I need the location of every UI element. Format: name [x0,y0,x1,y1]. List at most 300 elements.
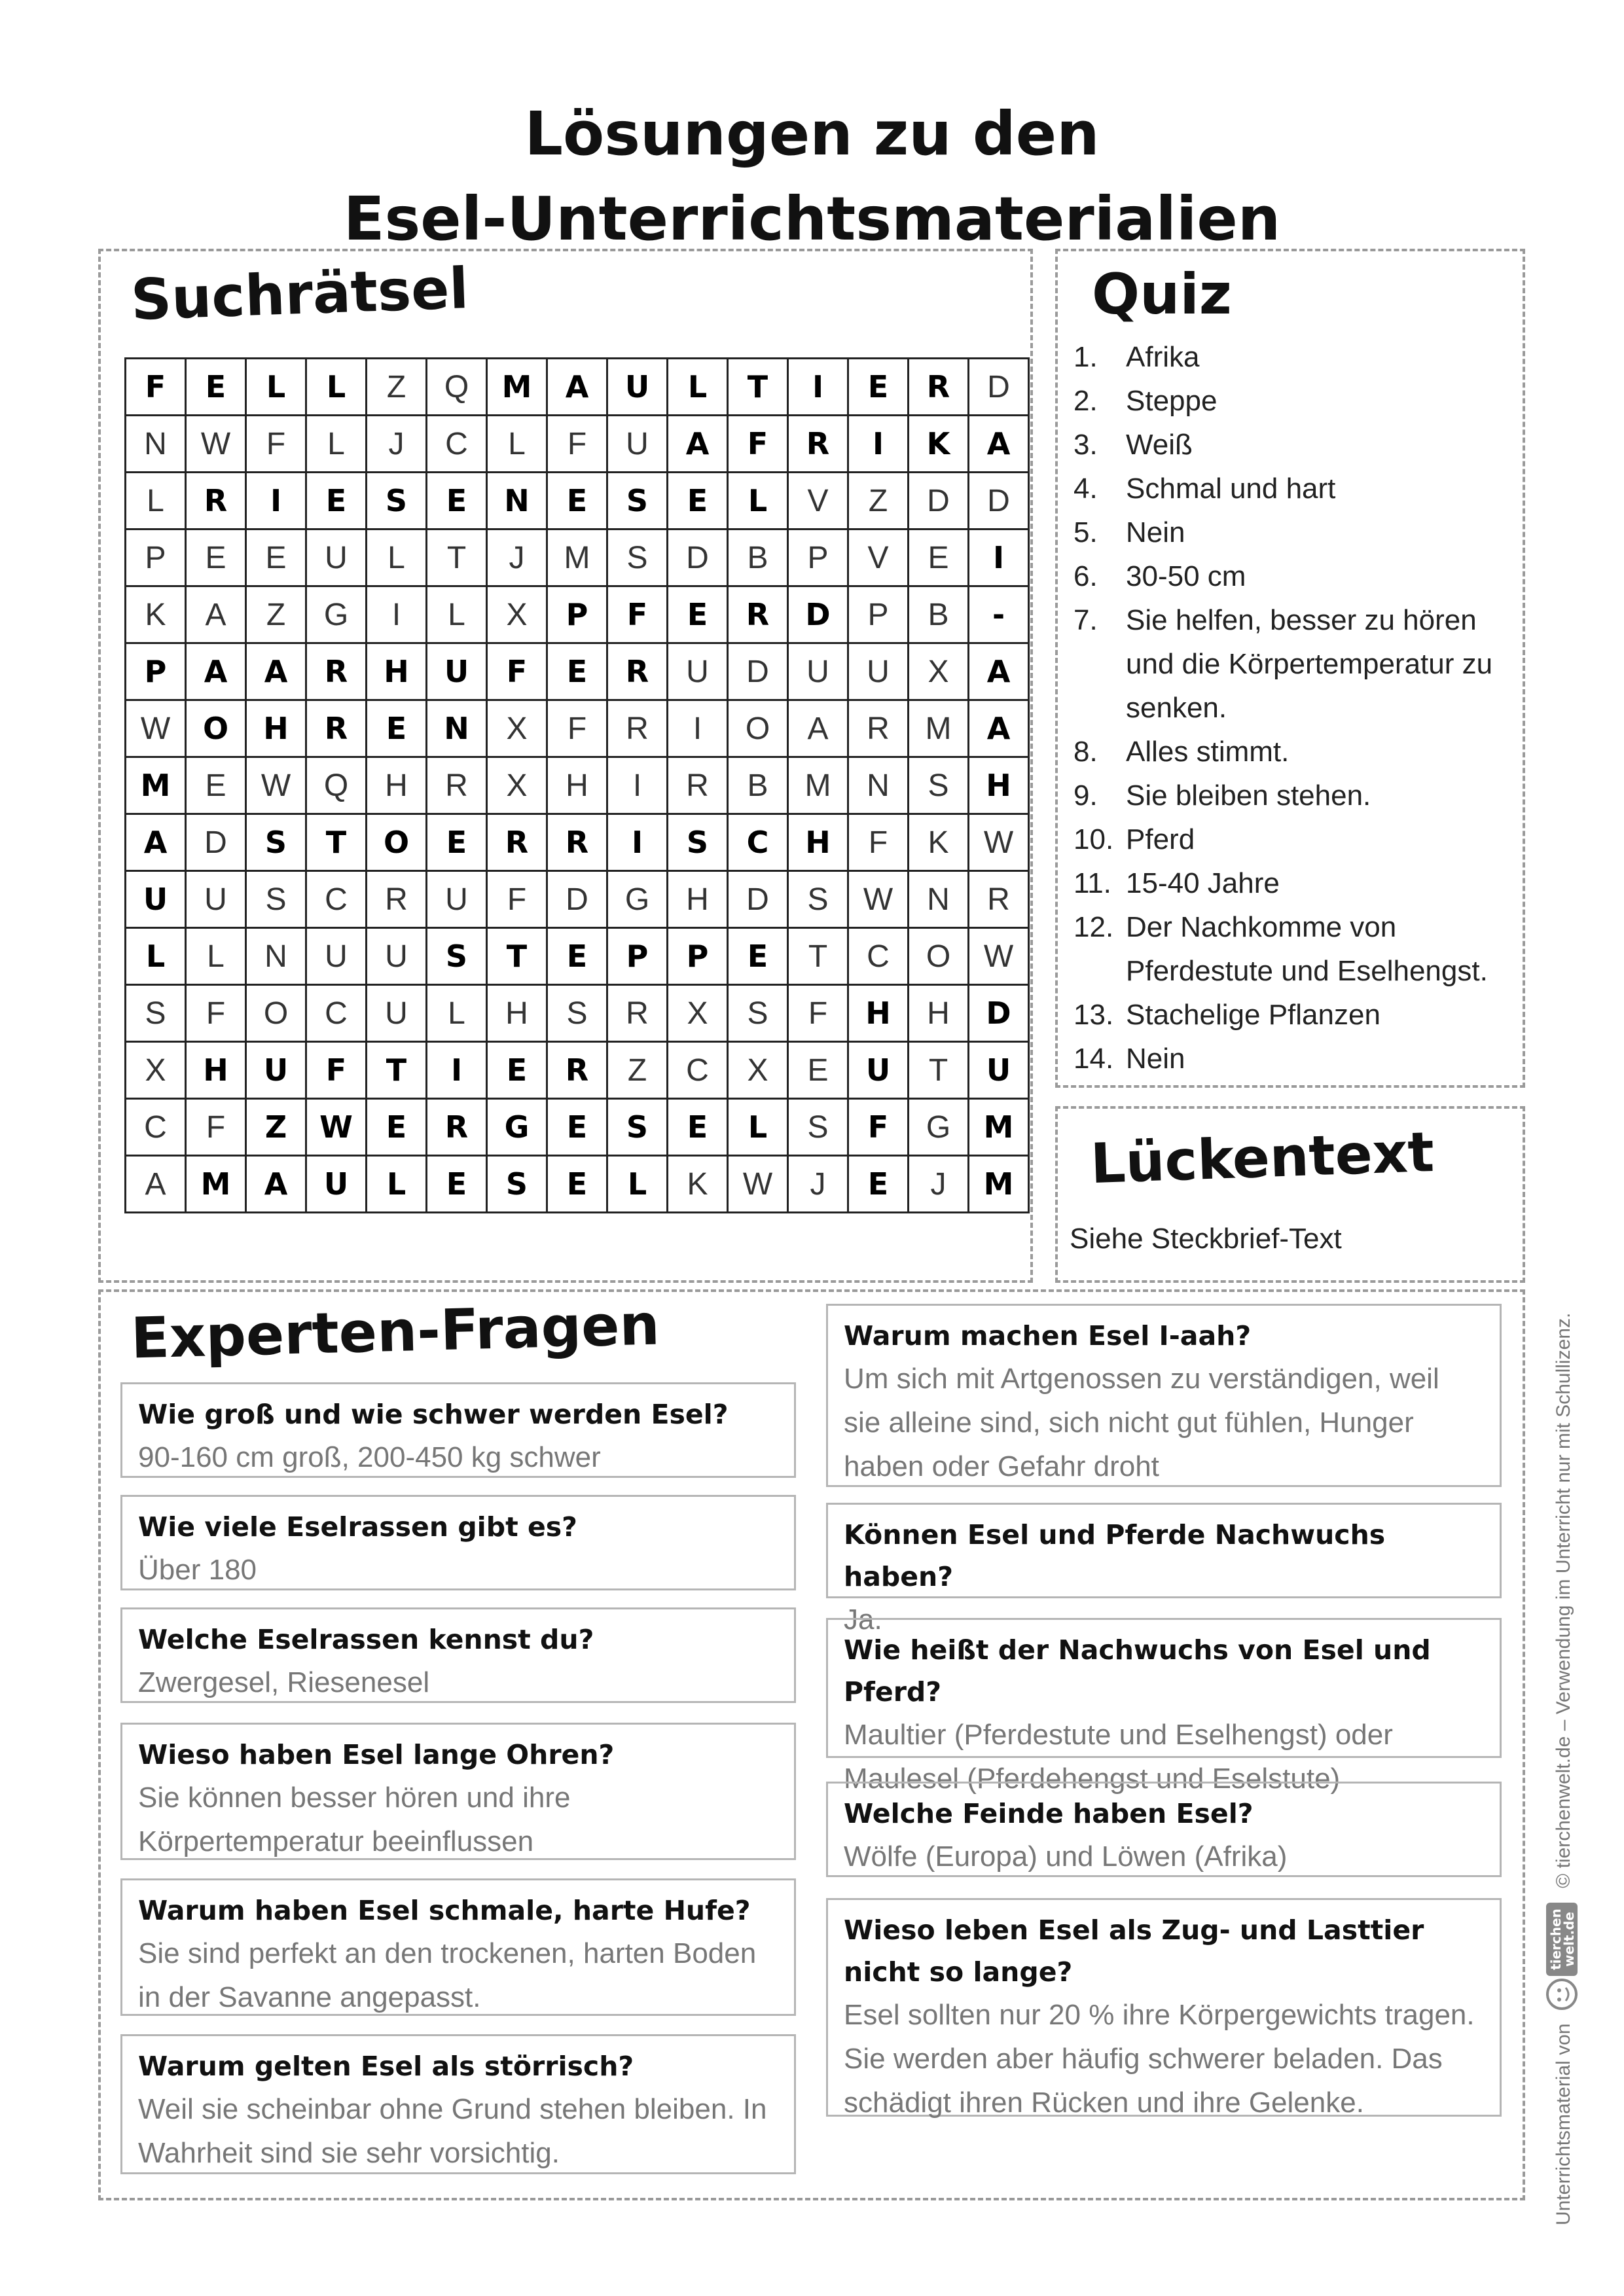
grid-cell: L [728,1099,788,1156]
grid-cell: E [367,1099,427,1156]
quiz-number: 1. [1074,341,1098,373]
quiz-heading: Quiz [1092,262,1232,327]
grid-cell: W [728,1156,788,1213]
quiz-number: 13. [1074,999,1114,1031]
grid-cell: U [427,643,487,700]
grid-row [126,700,1029,757]
grid-cell: F [487,871,547,928]
grid-cell: T [487,928,547,985]
grid-cell: Q [306,757,367,814]
grid-cell: X [487,586,547,643]
quiz-number: 10. [1074,823,1114,855]
quiz-number: 9. [1074,780,1098,812]
lueckentext-heading: Lückentext [1089,1119,1435,1196]
grid-cell: W [126,700,186,757]
grid-cell: R [547,1042,607,1099]
grid-cell: E [909,529,969,586]
grid-cell: R [607,700,668,757]
expert-answer: Ja. [844,1604,882,1636]
grid-cell: E [547,928,607,985]
grid-cell: E [186,359,246,416]
quiz-number: 3. [1074,429,1098,461]
grid-cell: J [487,529,547,586]
grid-cell: I [969,529,1029,586]
grid-cell: R [607,643,668,700]
grid-cell: A [126,814,186,871]
grid-cell: E [427,1156,487,1213]
grid-cell: U [668,643,728,700]
grid-cell: S [728,985,788,1042]
grid-cell: D [909,473,969,529]
grid-cell: X [728,1042,788,1099]
expert-answer: 90-160 cm groß, 200-450 kg schwer [138,1441,601,1473]
grid-cell: C [427,416,487,473]
grid-cell: R [728,586,788,643]
grid-cell: S [607,1099,668,1156]
grid-cell: T [427,529,487,586]
grid-cell: G [607,871,668,928]
grid-cell: I [246,473,306,529]
expert-answer: Esel sollten nur 20 % ihre Körpergewichts tragen. Sie werden aber häufig schwerer beladen. Das schädigt ihren Rücken und ihre Gelenke. [844,1999,1475,2119]
expert-answer: Sie können besser hören und ihre Körpertemperatur beeinflussen [138,1782,571,1857]
quiz-answer-list [1074,335,1532,1081]
grid-cell: A [788,700,848,757]
grid-cell: R [969,871,1029,928]
quiz-answer [1074,817,1532,861]
grid-cell: E [367,700,427,757]
grid-cell: U [848,1042,909,1099]
grid-cell: I [367,586,427,643]
quiz-answer [1074,379,1532,423]
grid-cell: L [186,928,246,985]
grid-cell: E [306,473,367,529]
grid-cell: A [186,643,246,700]
grid-cell: L [367,529,427,586]
grid-cell: I [607,757,668,814]
quiz-number: 5. [1074,516,1098,548]
grid-cell: T [728,359,788,416]
grid-cell: S [487,1156,547,1213]
grid-cell: B [728,529,788,586]
quiz-answer [1074,993,1532,1037]
expert-qa-box [826,1503,1502,1636]
grid-cell: W [969,928,1029,985]
grid-cell: H [909,985,969,1042]
grid-cell: E [186,529,246,586]
grid-cell: Z [607,1042,668,1099]
expert-qa-box [120,1878,796,2016]
quiz-answer-text: Sie helfen, besser zu hören und die Körpertemperatur zu senken. [1126,604,1493,724]
title-line-2: Esel-Unterrichtsmaterialien [343,184,1281,254]
grid-cell: S [909,757,969,814]
grid-cell: R [607,985,668,1042]
grid-cell: S [246,814,306,871]
grid-cell: D [728,871,788,928]
grid-cell: J [367,416,427,473]
expert-question: Wieso leben Esel als Zug- und Lasttier nicht so lange? [844,1914,1424,1988]
grid-cell: E [427,814,487,871]
grid-row [126,643,1029,700]
grid-cell: O [367,814,427,871]
grid-cell: H [367,643,427,700]
grid-cell: U [306,928,367,985]
grid-cell: S [246,871,306,928]
grid-cell: U [788,643,848,700]
grid-cell: P [668,928,728,985]
grid-cell: O [728,700,788,757]
grid-cell: M [969,1099,1029,1156]
grid-cell: S [788,1099,848,1156]
grid-cell: I [668,700,728,757]
puzzle-heading: Suchrätsel [130,256,470,333]
expert-answer: Über 180 [138,1554,257,1586]
expert-question: Wie viele Eselrassen gibt es? [138,1511,577,1543]
grid-cell: M [186,1156,246,1213]
grid-cell: J [909,1156,969,1213]
grid-cell: S [547,985,607,1042]
grid-cell: H [367,757,427,814]
expert-answer: Weil sie scheinbar ohne Grund stehen bleiben. In Wahrheit sind sie sehr vorsichtig. [138,2093,767,2169]
grid-cell: H [788,814,848,871]
quiz-answer-text: 15-40 Jahre [1126,867,1280,899]
grid-cell: P [788,529,848,586]
grid-cell: E [728,928,788,985]
grid-cell: U [126,871,186,928]
svg-text:tierchen: tierchen [1548,1909,1564,1971]
grid-cell: F [848,814,909,871]
grid-cell: R [427,757,487,814]
grid-cell: N [487,473,547,529]
grid-cell: M [788,757,848,814]
grid-cell: M [487,359,547,416]
grid-cell: U [848,643,909,700]
expert-qa-box [120,1382,796,1478]
quiz-answer [1074,861,1532,905]
grid-cell: B [909,586,969,643]
grid-cell: X [487,700,547,757]
grid-cell: X [487,757,547,814]
grid-cell: T [306,814,367,871]
quiz-answer [1074,467,1532,511]
copyright-sidebar [1543,1313,1585,2225]
grid-cell: E [547,473,607,529]
grid-cell: S [126,985,186,1042]
quiz-answer [1074,335,1532,379]
grid-cell: U [607,359,668,416]
grid-cell: S [607,529,668,586]
grid-cell: E [848,1156,909,1213]
quiz-answer [1074,598,1532,730]
grid-cell: R [848,700,909,757]
grid-cell: R [909,359,969,416]
grid-row [126,757,1029,814]
grid-cell: N [126,416,186,473]
grid-cell: A [969,643,1029,700]
grid-cell: H [848,985,909,1042]
sidebar-text-after: © tierchenwelt.de – Verwendung im Unterricht nur mit Schullizenz. [1552,1312,1574,1888]
grid-cell: M [547,529,607,586]
grid-cell: P [607,928,668,985]
expert-qa-box [120,1723,796,1860]
grid-cell: R [487,814,547,871]
grid-cell: B [728,757,788,814]
experten-heading: Experten-Fragen [130,1292,660,1372]
quiz-answer-text: Sie bleiben stehen. [1126,780,1371,812]
word-search-grid [124,357,1030,1213]
grid-cell: I [788,359,848,416]
quiz-answer [1074,905,1532,993]
grid-cell: H [487,985,547,1042]
grid-cell: P [126,529,186,586]
grid-cell: A [969,700,1029,757]
grid-cell: L [126,928,186,985]
grid-cell: D [969,985,1029,1042]
expert-answer: Wölfe (Europa) und Löwen (Afrika) [844,1840,1288,1873]
expert-qa-box [120,2034,796,2174]
grid-cell: D [668,529,728,586]
grid-cell: U [186,871,246,928]
quiz-answer-text: Schmal und hart [1126,473,1336,505]
grid-cell: R [668,757,728,814]
grid-cell: E [668,586,728,643]
quiz-number: 14. [1074,1043,1114,1075]
grid-cell: E [547,1099,607,1156]
quiz-answer [1074,423,1532,467]
grid-cell: E [788,1042,848,1099]
quiz-number: 6. [1074,560,1098,592]
grid-cell: D [788,586,848,643]
grid-cell: A [246,643,306,700]
grid-cell: E [487,1042,547,1099]
quiz-answer-text: 30-50 cm [1126,560,1246,592]
lueckentext-answer: Siehe Steckbrief-Text [1070,1223,1342,1255]
grid-cell: G [487,1099,547,1156]
expert-question: Warum gelten Esel als störrisch? [138,2051,634,2082]
grid-cell: W [848,871,909,928]
grid-cell: S [788,871,848,928]
grid-cell: F [848,1099,909,1156]
grid-cell: P [126,643,186,700]
grid-cell: L [607,1156,668,1213]
quiz-number: 8. [1074,736,1098,768]
grid-cell: J [788,1156,848,1213]
grid-cell: X [909,643,969,700]
grid-cell: L [126,473,186,529]
quiz-number: 2. [1074,385,1098,417]
grid-cell: F [487,643,547,700]
grid-cell: L [246,359,306,416]
grid-cell: G [306,586,367,643]
quiz-answer-text: Der Nachkomme von Pferdestute und Eselhengst. [1126,911,1488,987]
grid-row [126,985,1029,1042]
expert-qa-box [826,1898,1502,2117]
grid-cell: U [607,416,668,473]
grid-cell: F [547,700,607,757]
grid-cell: N [246,928,306,985]
grid-cell: A [246,1156,306,1213]
grid-cell: T [909,1042,969,1099]
svg-text:welt.de: welt.de [1561,1912,1577,1967]
grid-row [126,1156,1029,1213]
grid-cell: E [668,473,728,529]
grid-cell: V [848,529,909,586]
grid-cell: H [668,871,728,928]
grid-cell: N [848,757,909,814]
grid-cell: D [969,473,1029,529]
grid-cell: M [126,757,186,814]
page-title [0,92,1624,262]
grid-row [126,871,1029,928]
grid-cell: Z [246,586,306,643]
grid-cell: E [427,473,487,529]
grid-cell: S [367,473,427,529]
grid-cell: V [788,473,848,529]
grid-row [126,416,1029,473]
grid-cell: Z [848,473,909,529]
tierchenwelt-logo [1543,1900,1585,2011]
expert-question: Wie heißt der Nachwuchs von Esel und Pferd? [844,1634,1431,1708]
grid-cell: H [969,757,1029,814]
grid-cell: L [427,586,487,643]
grid-cell: H [186,1042,246,1099]
grid-cell: C [668,1042,728,1099]
expert-answer: Sie sind perfekt an den trockenen, harten Boden in der Savanne angepasst. [138,1937,757,2013]
quiz-answer-text: Steppe [1126,385,1218,417]
expert-question: Welche Eselrassen kennst du? [138,1624,594,1655]
grid-cell: O [246,985,306,1042]
grid-cell: R [306,700,367,757]
quiz-answer [1074,1037,1532,1081]
grid-cell: A [126,1156,186,1213]
grid-cell: L [306,359,367,416]
grid-cell: F [306,1042,367,1099]
grid-cell: N [427,700,487,757]
grid-cell: R [306,643,367,700]
grid-cell: A [547,359,607,416]
grid-row [126,586,1029,643]
grid-cell: C [306,871,367,928]
expert-question: Können Esel und Pferde Nachwuchs haben? [844,1519,1386,1592]
quiz-number: 4. [1074,473,1098,505]
quiz-answer-text: Pferd [1126,823,1195,855]
grid-cell: E [547,1156,607,1213]
grid-cell: F [728,416,788,473]
grid-cell: L [728,473,788,529]
grid-cell: A [969,416,1029,473]
grid-cell: R [788,416,848,473]
grid-cell: W [306,1099,367,1156]
grid-cell: P [547,586,607,643]
grid-cell: U [367,985,427,1042]
expert-question: Warum machen Esel I-aah? [844,1320,1252,1352]
grid-cell: L [487,416,547,473]
grid-cell: S [607,473,668,529]
grid-cell: R [367,871,427,928]
grid-cell: I [607,814,668,871]
grid-cell: T [788,928,848,985]
grid-cell: D [969,359,1029,416]
grid-cell: U [367,928,427,985]
expert-qa-box [826,1618,1502,1795]
expert-question: Wieso haben Esel lange Ohren? [138,1739,615,1770]
grid-cell: F [246,416,306,473]
grid-cell: K [126,586,186,643]
grid-cell: G [909,1099,969,1156]
grid-cell: T [367,1042,427,1099]
grid-cell: H [547,757,607,814]
grid-cell: L [306,416,367,473]
grid-cell: P [848,586,909,643]
grid-cell: U [306,529,367,586]
grid-cell: C [306,985,367,1042]
expert-qa-box [120,1607,796,1703]
expert-answer: Zwergesel, Riesenesel [138,1666,430,1698]
grid-cell: O [909,928,969,985]
grid-row [126,814,1029,871]
grid-row [126,1042,1029,1099]
quiz-answer [1074,511,1532,554]
grid-cell: F [788,985,848,1042]
grid-cell: I [848,416,909,473]
grid-cell: R [186,473,246,529]
grid-cell: C [728,814,788,871]
sidebar-text-before: Unterrichtsmaterial von [1552,2023,1574,2225]
expert-qa-box [120,1495,796,1590]
grid-row [126,1099,1029,1156]
grid-cell: U [427,871,487,928]
grid-cell: K [909,814,969,871]
grid-cell: X [668,985,728,1042]
grid-cell: W [186,416,246,473]
expert-answer: Um sich mit Artgenossen zu verständigen, weil sie alleine sind, sich nicht gut fühlen, Hunger haben oder Gefahr droht [844,1363,1439,1482]
expert-question: Warum haben Esel schmale, harte Hufe? [138,1895,751,1926]
grid-cell: M [969,1156,1029,1213]
grid-cell: S [427,928,487,985]
grid-cell: K [668,1156,728,1213]
quiz-answer-text: Stachelige Pflanzen [1126,999,1380,1031]
grid-cell: N [909,871,969,928]
grid-cell: U [246,1042,306,1099]
grid-cell: F [186,1099,246,1156]
grid-cell: L [668,359,728,416]
grid-cell: W [969,814,1029,871]
quiz-answer-text: Afrika [1126,341,1200,373]
grid-cell: - [969,586,1029,643]
grid-cell: D [547,871,607,928]
title-line-1: Lösungen zu den [524,99,1100,169]
quiz-answer [1074,554,1532,598]
expert-answer: Maultier (Pferdestute und Eselhengst) oder Maulesel (Pferdehengst und Eselstute) [844,1719,1393,1795]
grid-row [126,359,1029,416]
grid-cell: C [848,928,909,985]
grid-cell: L [367,1156,427,1213]
grid-cell: K [909,416,969,473]
grid-cell: U [306,1156,367,1213]
grid-cell: E [186,757,246,814]
grid-cell: E [246,529,306,586]
grid-cell: E [668,1099,728,1156]
grid-row [126,529,1029,586]
quiz-answer [1074,774,1532,817]
grid-cell: F [607,586,668,643]
quiz-number: 11. [1074,867,1111,899]
quiz-number: 7. [1074,604,1098,636]
grid-cell: R [547,814,607,871]
grid-cell: F [547,416,607,473]
grid-cell: S [668,814,728,871]
grid-cell: Q [427,359,487,416]
quiz-answer-text: Nein [1126,516,1185,548]
